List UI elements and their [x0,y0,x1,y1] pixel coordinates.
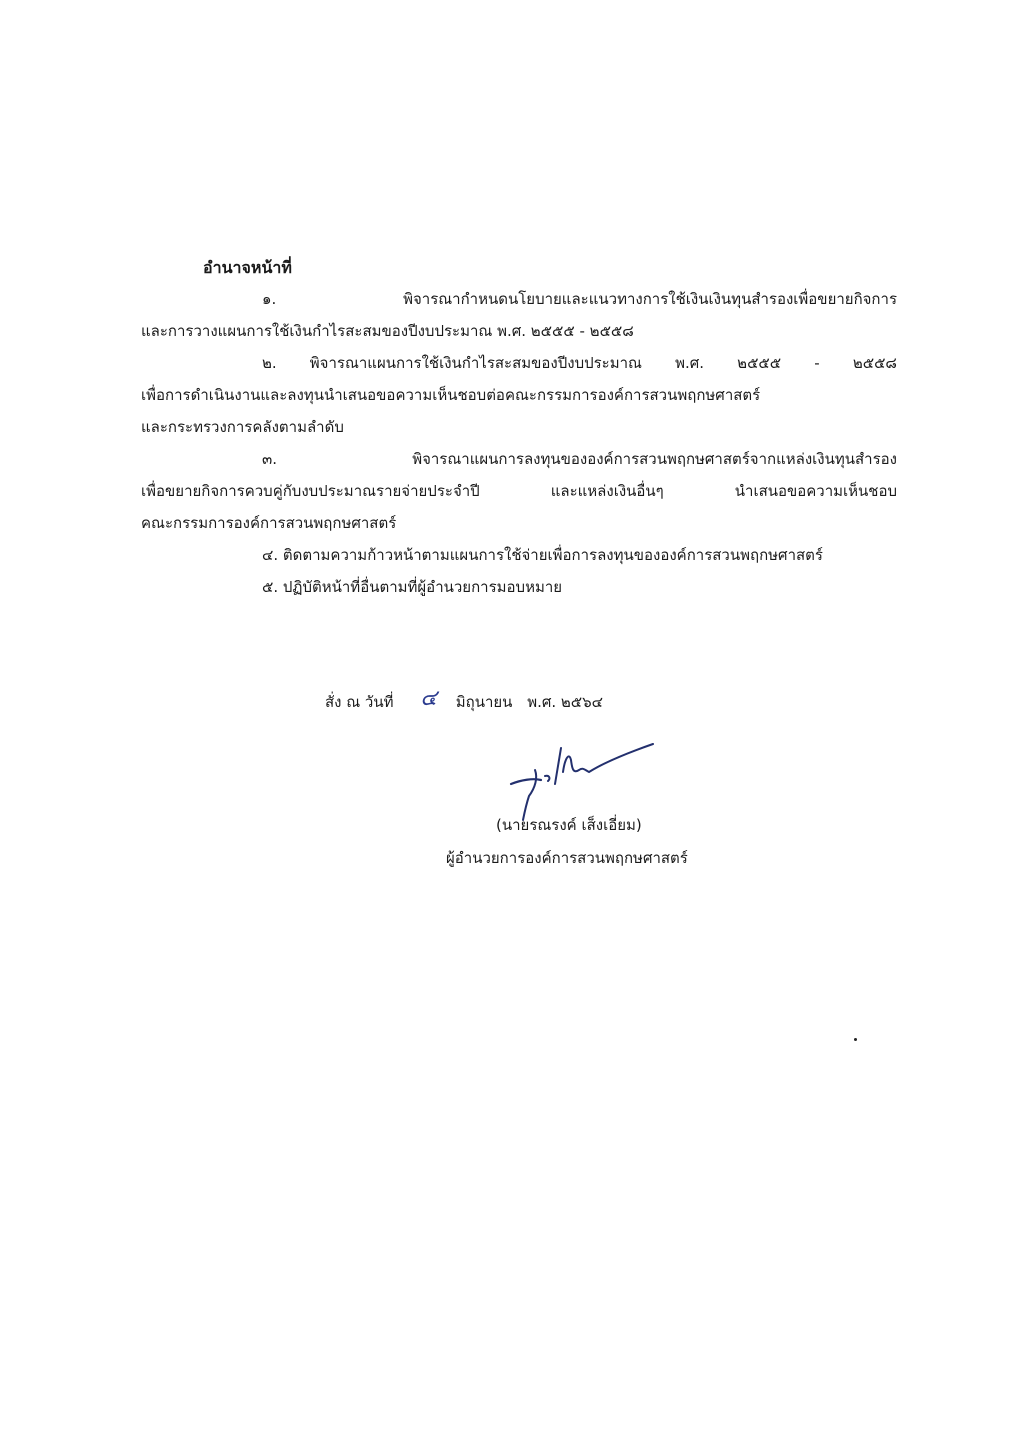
item-2-line-2 [141,384,897,406]
item-3-line-1-text: ๓. พิจารณาแผนการลงทุนขององค์การสวนพฤกษศาสตร์จากแหล่งเงินทุนสำรอง [262,450,897,468]
order-date-prefix: สั่ง ณ วันที่ [325,693,394,711]
section-title: อำนาจหน้าที่ [203,258,292,277]
order-date-day: ๔ [420,686,437,711]
item-2-line-1-text: ๒. พิจารณาแผนการใช้เงินกำไรสะสมของปีงบประมาณ พ.ศ. ๒๕๕๕ - ๒๕๕๘ [262,354,897,372]
item-1-line-1 [262,288,897,310]
item-3-line-3: คณะกรรมการองค์การสวนพฤกษศาสตร์ [141,514,397,532]
order-date-month: มิถุนายน [455,693,513,711]
stray-dot [854,1038,857,1041]
item-1-line-1-text: ๑. พิจารณากำหนดนโยบายและแนวทางการใช้เงินเงินทุนสำรองเพื่อขยายกิจการ [262,290,897,308]
item-2-line-2-text: เพื่อการดำเนินงานและลงทุนนำเสนอขอความเห็นชอบต่อคณะกรรมการองค์การสวนพฤกษศาสตร์ [141,386,761,404]
item-2-line-3: และกระทรวงการคลังตามลำดับ [141,418,344,436]
item-5-line-1: ๕. ปฏิบัติหน้าที่อื่นตามที่ผู้อำนวยการมอบหมาย [262,578,563,596]
item-3-line-1 [262,448,897,470]
item-4-line-1: ๔. ติดตามความก้าวหน้าตามแผนการใช้จ่ายเพื่อการลงทุนขององค์การสวนพฤกษศาสตร์ [262,546,823,564]
order-date [325,686,604,713]
item-3-line-2-text: เพื่อขยายกิจการควบคู่กับงบประมาณรายจ่ายประจำปี และแหล่งเงินอื่นๆ นำเสนอขอความเห็นชอบ [141,482,897,500]
item-3-line-2 [141,480,897,502]
order-date-year: พ.ศ. ๒๕๖๔ [527,693,604,711]
signer-title: ผู้อำนวยการองค์การสวนพฤกษศาสตร์ [446,849,688,867]
item-1-line-2: และการวางแผนการใช้เงินกำไรสะสมของปีงบประมาณ พ.ศ. ๒๕๕๕ - ๒๕๕๘ [141,322,634,340]
signer-name: (นายรณรงค์ เส็งเอี่ยม) [496,816,642,834]
item-2-line-1 [262,352,897,374]
